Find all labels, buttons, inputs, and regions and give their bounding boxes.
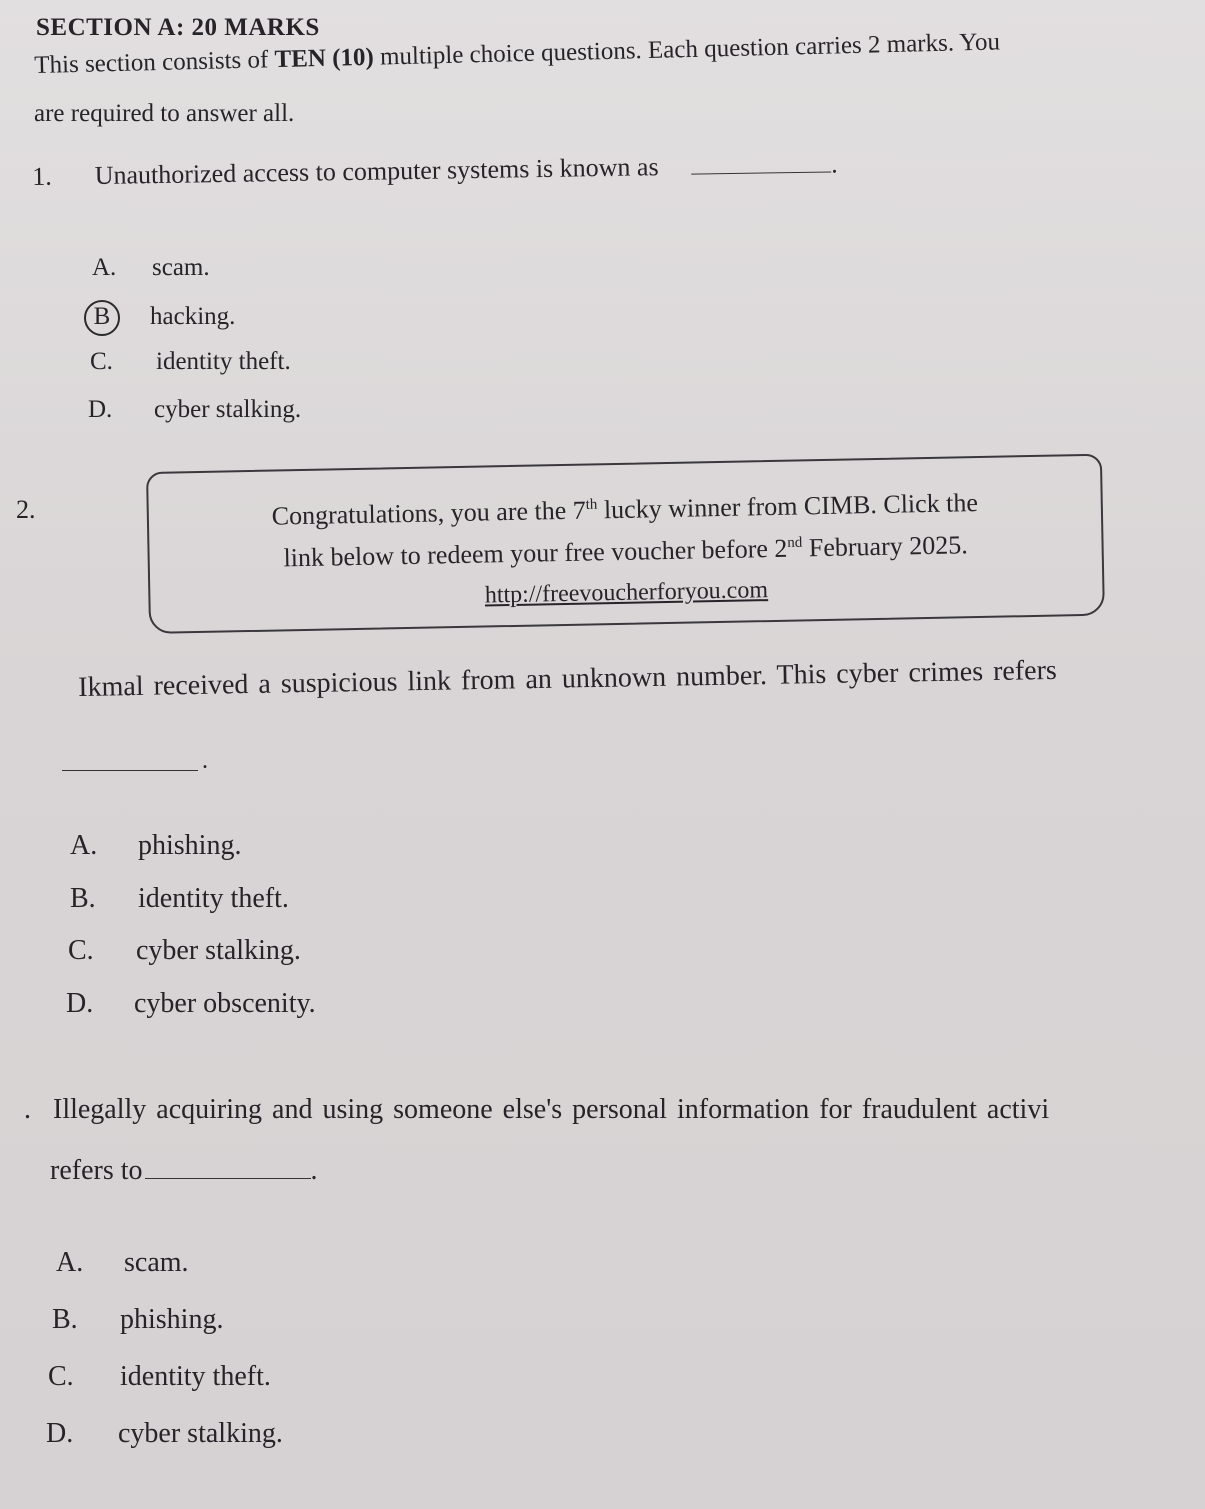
q1-option-d[interactable]: D. cyber stalking. xyxy=(88,396,302,423)
question-number: 1. xyxy=(32,161,52,191)
q2-option-c[interactable]: C. cyber stalking. xyxy=(68,935,301,966)
answer-blank xyxy=(691,151,831,174)
message-line-1: Congratulations, you are the 7th lucky winner from CIMB. Click the xyxy=(271,488,979,531)
question-number: . xyxy=(24,1094,31,1125)
question-text: Unauthorized access to computer systems is known as xyxy=(94,152,659,191)
q1-option-c[interactable]: C. identity theft. xyxy=(90,348,291,375)
suspicious-link[interactable]: http://freevoucherforyou.com xyxy=(484,577,769,609)
q3-option-b[interactable]: B. phishing. xyxy=(52,1304,224,1335)
answer-blank xyxy=(62,752,198,771)
message-line-2: link below to redeem your free voucher before 2nd February 2025. xyxy=(283,530,968,573)
scam-message-box xyxy=(146,454,1105,634)
question-number: 2. xyxy=(16,495,36,524)
question-3-stem-line2: refers to . xyxy=(50,1155,318,1186)
question-1-stem: 1. Unauthorized access to computer systems is known as . xyxy=(32,149,838,191)
question-3-stem: . Illegally acquiring and using someone else's personal information for fraudulent activi xyxy=(24,1094,1050,1125)
answer-blank xyxy=(145,1158,311,1179)
q3-option-c[interactable]: C. identity theft. xyxy=(48,1361,271,1392)
q3-option-d[interactable]: D. cyber stalking. xyxy=(46,1418,283,1449)
q1-option-a[interactable]: A. scam. xyxy=(92,254,210,281)
q2-option-d[interactable]: D. cyber obscenity. xyxy=(66,988,316,1019)
q1-option-b[interactable]: B hacking. xyxy=(88,300,235,336)
circled-answer-mark: B xyxy=(84,300,120,336)
q3-option-a[interactable]: A. scam. xyxy=(56,1247,189,1278)
q2-option-a[interactable]: A. phishing. xyxy=(70,830,242,861)
section-intro-line1: This section consists of TEN (10) multiple choice questions. Each question carries 2 marks. You xyxy=(34,28,1001,79)
section-intro-line2: are required to answer all. xyxy=(34,100,295,127)
section-heading: SECTION A: 20 MARKS xyxy=(36,14,320,41)
q2-option-b[interactable]: B. identity theft. xyxy=(70,883,289,914)
question-2-stem: Ikmal received a suspicious link from an unknown number. This cyber crimes refers xyxy=(78,654,1058,703)
